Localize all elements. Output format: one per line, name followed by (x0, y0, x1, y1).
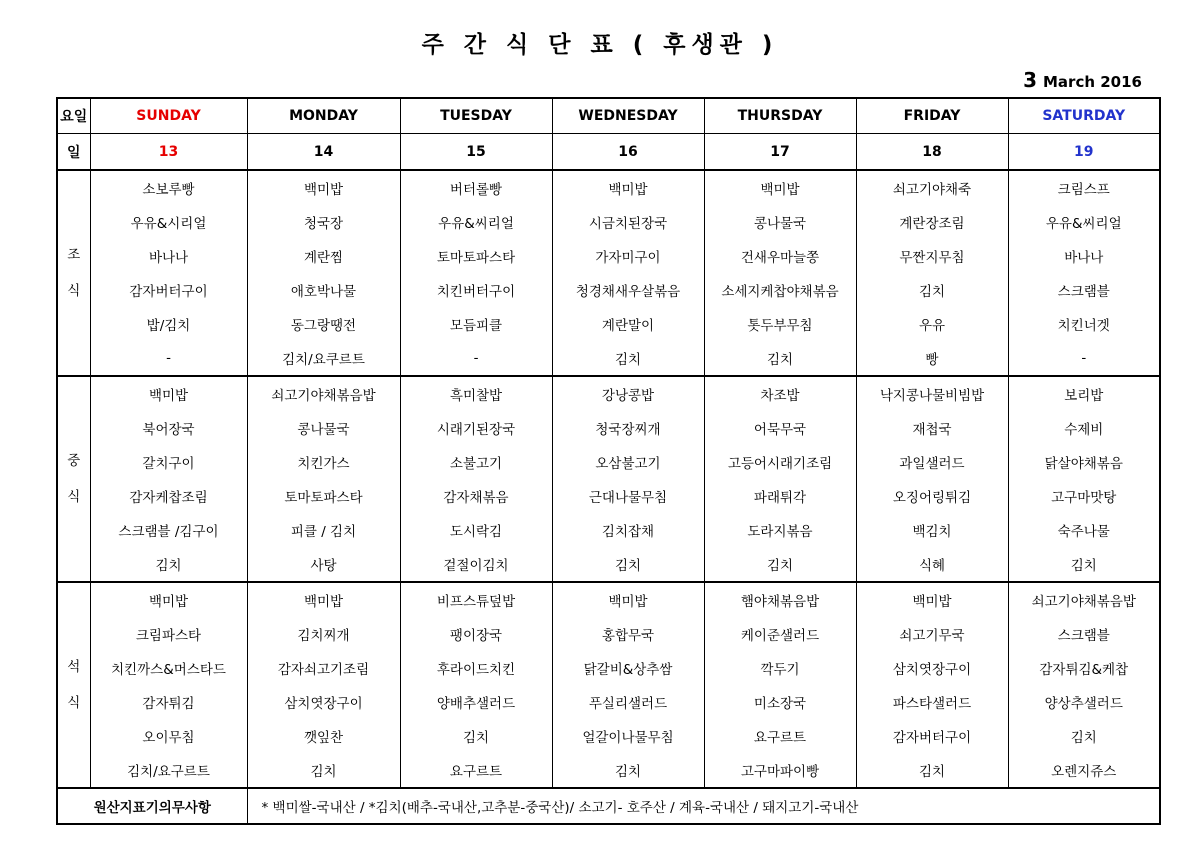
menu-item: 얼갈이나물무침 (552, 719, 704, 753)
menu-item: 푸실리샐러드 (552, 685, 704, 719)
menu-item: 감자케찹조림 (90, 479, 247, 513)
menu-item: 오삼불고기 (552, 445, 704, 479)
menu-item: 토마토파스타 (247, 479, 400, 513)
dinner-label-char-2: 식 (67, 695, 81, 711)
menu-item: 청경채새우살볶음 (552, 273, 704, 307)
breakfast-label-char-2: 식 (67, 283, 81, 299)
lunch-menu-row (57, 547, 1160, 582)
menu-item: 시금치된장국 (552, 205, 704, 239)
menu-item: 햄야채볶음밥 (704, 582, 856, 617)
menu-item: - (400, 341, 552, 376)
menu-item: 어묵무국 (704, 411, 856, 445)
menu-item: 도시락김 (400, 513, 552, 547)
menu-item: 과일샐러드 (856, 445, 1008, 479)
menu-item: 흑미찰밥 (400, 376, 552, 411)
menu-item: 김치/요구르트 (90, 753, 247, 788)
menu-item: 버터롤빵 (400, 170, 552, 205)
menu-item: 계란장조림 (856, 205, 1008, 239)
menu-item: 김치잡채 (552, 513, 704, 547)
menu-item: 우유&씨리얼 (400, 205, 552, 239)
menu-item: 숙주나물 (1008, 513, 1160, 547)
menu-date (1023, 68, 1142, 92)
menu-item: 보리밥 (1008, 376, 1160, 411)
menu-item: 쇠고기야채볶음밥 (1008, 582, 1160, 617)
menu-item: 밥/김치 (90, 307, 247, 341)
menu-item: 백미밥 (90, 376, 247, 411)
menu-item: 가자미구이 (552, 239, 704, 273)
menu-item: 양상추샐러드 (1008, 685, 1160, 719)
origin-notice-row (57, 788, 1160, 824)
date-wednesday: 16 (552, 134, 704, 171)
menu-item: 스크램블 /김구이 (90, 513, 247, 547)
menu-item: 파스타샐러드 (856, 685, 1008, 719)
lunch-label-char-2: 식 (67, 489, 81, 505)
menu-item: 감자채볶음 (400, 479, 552, 513)
menu-item: 치킨까스&머스타드 (90, 651, 247, 685)
menu-item: 시래기된장국 (400, 411, 552, 445)
menu-item: 김치 (856, 753, 1008, 788)
menu-item: 김치 (704, 547, 856, 582)
menu-item: 김치 (1008, 719, 1160, 753)
menu-item: 크림스프 (1008, 170, 1160, 205)
weekday-monday: MONDAY (247, 98, 400, 134)
menu-item: 닭갈비&상추쌈 (552, 651, 704, 685)
menu-item: 홍합무국 (552, 617, 704, 651)
weekday-tuesday: TUESDAY (400, 98, 552, 134)
menu-item: 모듬피클 (400, 307, 552, 341)
menu-item: 식혜 (856, 547, 1008, 582)
dinner-menu-row (57, 651, 1160, 685)
menu-item: 피클 / 김치 (247, 513, 400, 547)
menu-item: 토마토파스타 (400, 239, 552, 273)
weekday-friday: FRIDAY (856, 98, 1008, 134)
menu-item: 계란찜 (247, 239, 400, 273)
weekday-thursday: THURSDAY (704, 98, 856, 134)
menu-item: 치킨가스 (247, 445, 400, 479)
menu-item: 크림파스타 (90, 617, 247, 651)
menu-item: 겉절이김치 (400, 547, 552, 582)
date-saturday: 19 (1008, 134, 1160, 171)
menu-item: 빵 (856, 341, 1008, 376)
menu-item: 재첩국 (856, 411, 1008, 445)
menu-item: 바나나 (90, 239, 247, 273)
menu-item: 치킨너겟 (1008, 307, 1160, 341)
lunch-menu-row (57, 411, 1160, 445)
menu-item: 백미밥 (247, 582, 400, 617)
menu-item: 파래튀각 (704, 479, 856, 513)
breakfast-menu-row (57, 273, 1160, 307)
menu-item: 백김치 (856, 513, 1008, 547)
dinner-menu-row (57, 685, 1160, 719)
menu-item: 깍두기 (704, 651, 856, 685)
menu-item: 고등어시래기조림 (704, 445, 856, 479)
menu-item: 감자튀김&케찹 (1008, 651, 1160, 685)
menu-item: 톳두부무침 (704, 307, 856, 341)
menu-item: 감자쇠고기조림 (247, 651, 400, 685)
menu-item: 콩나물국 (704, 205, 856, 239)
dinner-menu-row (57, 582, 1160, 617)
dinner-menu-row (57, 617, 1160, 651)
weekly-menu-table (56, 97, 1161, 825)
weekday-header-row (57, 98, 1160, 134)
menu-item: 계란말이 (552, 307, 704, 341)
menu-item: 갈치구이 (90, 445, 247, 479)
menu-item: 오렌지쥬스 (1008, 753, 1160, 788)
menu-item: 미소장국 (704, 685, 856, 719)
menu-item: 케이준샐러드 (704, 617, 856, 651)
menu-item: 김치 (552, 547, 704, 582)
lunch-label (57, 376, 90, 582)
menu-item: 백미밥 (704, 170, 856, 205)
menu-item: 도라지볶음 (704, 513, 856, 547)
menu-item: 강낭콩밥 (552, 376, 704, 411)
menu-item: - (90, 341, 247, 376)
menu-item: 요구르트 (400, 753, 552, 788)
menu-item: 치킨버터구이 (400, 273, 552, 307)
menu-item: 김치 (552, 753, 704, 788)
weekday-sunday: SUNDAY (90, 98, 247, 134)
breakfast-menu-row (57, 205, 1160, 239)
menu-item: 김치 (704, 341, 856, 376)
menu-item: 감자버터구이 (856, 719, 1008, 753)
menu-item: 우유&씨리얼 (1008, 205, 1160, 239)
breakfast-menu-row (57, 307, 1160, 341)
menu-item: 근대나물무침 (552, 479, 704, 513)
date-row (57, 134, 1160, 171)
menu-item: 차조밥 (704, 376, 856, 411)
menu-item: 김치찌개 (247, 617, 400, 651)
menu-item: 김치 (400, 719, 552, 753)
menu-item: 김치 (552, 341, 704, 376)
menu-item: 청국장 (247, 205, 400, 239)
menu-item: 동그랑땡전 (247, 307, 400, 341)
menu-item: 양배추샐러드 (400, 685, 552, 719)
menu-item: 오징어링튀김 (856, 479, 1008, 513)
menu-item: 수제비 (1008, 411, 1160, 445)
date-sunday: 13 (90, 134, 247, 171)
breakfast-menu-row (57, 170, 1160, 205)
breakfast-menu-row (57, 239, 1160, 273)
menu-item: 북어장국 (90, 411, 247, 445)
menu-item: 쇠고기야채볶음밥 (247, 376, 400, 411)
origin-notice-label: 원산지표기의무사항 (57, 788, 247, 824)
menu-item: 백미밥 (552, 170, 704, 205)
dinner-menu-row (57, 719, 1160, 753)
menu-item: 쇠고기무국 (856, 617, 1008, 651)
date-monday: 14 (247, 134, 400, 171)
menu-item: 김치 (1008, 547, 1160, 582)
dinner-menu-row (57, 753, 1160, 788)
weekday-label: 요일 (57, 98, 90, 134)
menu-item: 닭살야채볶음 (1008, 445, 1160, 479)
menu-item: 소불고기 (400, 445, 552, 479)
menu-item: 감자버터구이 (90, 273, 247, 307)
lunch-menu-row (57, 376, 1160, 411)
menu-item: 김치/요쿠르트 (247, 341, 400, 376)
weekday-wednesday: WEDNESDAY (552, 98, 704, 134)
menu-item: 무짠지무침 (856, 239, 1008, 273)
lunch-menu-row (57, 445, 1160, 479)
menu-item: 스크램블 (1008, 617, 1160, 651)
menu-item: 백미밥 (90, 582, 247, 617)
month-year: March 2016 (1043, 73, 1142, 91)
menu-item: 애호박나물 (247, 273, 400, 307)
menu-item: 요구르트 (704, 719, 856, 753)
menu-item: 고구마파이빵 (704, 753, 856, 788)
date-tuesday: 15 (400, 134, 552, 171)
menu-item: 콩나물국 (247, 411, 400, 445)
date-friday: 18 (856, 134, 1008, 171)
weekday-saturday: SATURDAY (1008, 98, 1160, 134)
menu-item: 오이무침 (90, 719, 247, 753)
menu-item: 소보루빵 (90, 170, 247, 205)
breakfast-menu-row (57, 341, 1160, 376)
menu-item: 김치 (856, 273, 1008, 307)
dinner-label-char-1: 석 (67, 659, 81, 675)
menu-item: - (1008, 341, 1160, 376)
menu-item: 쇠고기야채죽 (856, 170, 1008, 205)
date-thursday: 17 (704, 134, 856, 171)
origin-notice-text: * 백미쌀-국내산 / *김치(배추-국내산,고추분-중국산)/ 소고기- 호주산 / 계육-국내산 / 돼지고기-국내산 (247, 788, 1160, 824)
date-label: 일 (57, 134, 90, 171)
menu-item: 깻잎찬 (247, 719, 400, 753)
breakfast-label-char-1: 조 (67, 247, 81, 263)
month-number: 3 (1023, 68, 1037, 92)
lunch-menu-row (57, 479, 1160, 513)
lunch-menu-row (57, 513, 1160, 547)
menu-item: 낙지콩나물비빔밥 (856, 376, 1008, 411)
menu-item: 고구마맛탕 (1008, 479, 1160, 513)
menu-item: 팽이장국 (400, 617, 552, 651)
menu-item: 후라이드치킨 (400, 651, 552, 685)
menu-item: 삼치엿장구이 (247, 685, 400, 719)
menu-item: 청국장찌개 (552, 411, 704, 445)
menu-item: 사탕 (247, 547, 400, 582)
menu-item: 우유&시리얼 (90, 205, 247, 239)
menu-item: 백미밥 (247, 170, 400, 205)
menu-item: 소세지케찹야채볶음 (704, 273, 856, 307)
menu-item: 백미밥 (552, 582, 704, 617)
dinner-label (57, 582, 90, 788)
menu-item: 김치 (247, 753, 400, 788)
menu-item: 건새우마늘쫑 (704, 239, 856, 273)
breakfast-label (57, 170, 90, 376)
menu-item: 감자튀김 (90, 685, 247, 719)
menu-item: 백미밥 (856, 582, 1008, 617)
lunch-label-char-1: 중 (67, 453, 81, 469)
menu-item: 김치 (90, 547, 247, 582)
menu-item: 우유 (856, 307, 1008, 341)
menu-item: 삼치엿장구이 (856, 651, 1008, 685)
page-title: 주 간 식 단 표 ( 후생관 ) (421, 32, 779, 58)
menu-item: 비프스튜덮밥 (400, 582, 552, 617)
menu-item: 바나나 (1008, 239, 1160, 273)
menu-item: 스크램블 (1008, 273, 1160, 307)
